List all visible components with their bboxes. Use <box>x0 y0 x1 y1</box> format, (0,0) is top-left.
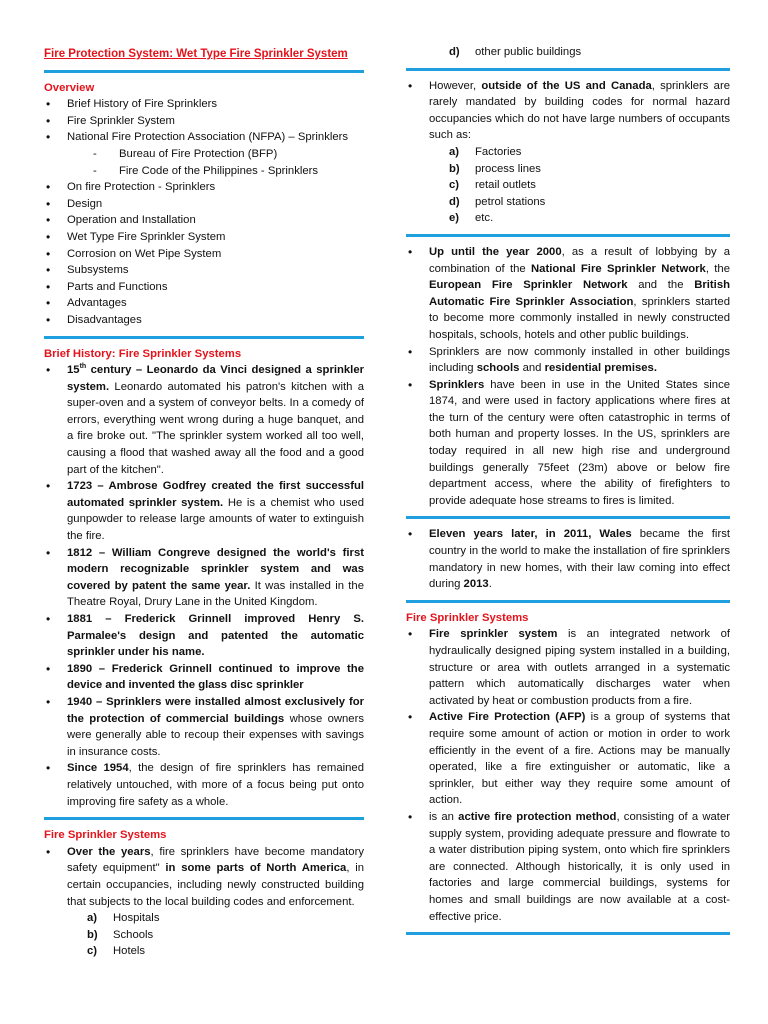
definition-text: is an <box>429 810 459 823</box>
definition-list <box>406 626 730 925</box>
overview-item: • Corrosion on Wet Pipe System <box>44 246 364 263</box>
hazard-text: retail outlets <box>475 179 536 192</box>
adoption-emphasis: schools <box>476 362 520 375</box>
list-marker: c) <box>87 945 98 958</box>
definition-item <box>406 709 730 809</box>
hazard-item <box>449 144 730 161</box>
occupancy-list-continued <box>449 44 730 61</box>
occupancy-text: other public buildings <box>475 46 582 58</box>
adoption-emphasis: residential premises. <box>544 362 657 375</box>
definition-term: Fire sprinkler system <box>429 628 558 641</box>
hazard-item <box>449 194 730 211</box>
history-item-1723 <box>44 478 364 544</box>
overview-item: • Parts and Functions <box>44 279 364 296</box>
history-item-lead: century – Leonardo da Vinci designed a sprinkler system. <box>67 364 364 393</box>
definition-item <box>406 809 730 925</box>
history-century: 15 <box>67 364 80 377</box>
history-century-suffix: th <box>79 363 87 371</box>
adoption-item-2000 <box>406 244 730 344</box>
history-item-1954 <box>44 760 364 810</box>
overview-list <box>44 96 364 328</box>
hazard-text: petrol stations <box>475 195 546 208</box>
occupancy-item <box>87 910 364 927</box>
definition-term: Active Fire Protection (AFP) <box>429 711 586 724</box>
overview-item: • Disadvantages <box>44 312 364 329</box>
adoption-text: Sprinklers are now commonly installed in other buildings including <box>429 345 730 375</box>
hazard-text: process lines <box>475 162 541 175</box>
hazard-item <box>449 210 730 227</box>
overview-item <box>44 129 364 179</box>
fire-sprinkler-systems-heading-2: Fire Sprinkler Systems <box>406 611 529 624</box>
definition-text: , consisting of a water supply system, providing adequate pressure and flowrate to a water distribution piping system, onto which fire sprinklers are connected. Although historically, it is only used in factories and large commercial buildings, systems for homes and small buildings are now available at a cost-effective price. <box>429 810 730 923</box>
systems-text: , in certain occupancies, including newly constructed building that subjects to the local building codes and enforcement. <box>67 862 364 908</box>
list-marker: d) <box>449 46 460 58</box>
wales-item <box>406 526 730 592</box>
occupancy-item <box>449 44 730 61</box>
however-list <box>406 78 730 227</box>
overview-item: • Operation and Installation <box>44 212 364 229</box>
wales-lead: Eleven years later, in 2011, Wales <box>429 528 632 541</box>
history-item-text: He is a chemist who used gunpowder to release large amounts of water to extinguish the fire. <box>67 496 364 543</box>
list-marker: a) <box>449 145 460 158</box>
overview-subitem: - Fire Code of the Philippines - Sprinklers <box>93 163 364 180</box>
adoption-emphasis: British Automatic Fire Sprinkler Association <box>429 279 730 308</box>
history-item-text: whose owners were generally able to recoup their expenses with savings in insurance costs. <box>67 712 365 758</box>
occupancy-text: Hospitals <box>113 912 160 925</box>
systems-text: , fire sprinklers have become mandatory safety equipment" <box>67 845 364 875</box>
wales-year: 2013 <box>463 578 489 591</box>
overview-item: • Advantages <box>44 295 364 312</box>
list-marker: d) <box>449 195 460 208</box>
hazard-item <box>449 177 730 194</box>
history-item-1940 <box>44 694 364 760</box>
section-divider <box>44 70 364 73</box>
occupancy-text: Schools <box>113 928 154 941</box>
history-item-lead: 1890 – Frederick Grinnell continued to improve the device and invented the glass disc sprinkler <box>67 662 364 692</box>
overview-heading: Overview <box>44 81 95 94</box>
list-marker: b) <box>449 162 460 175</box>
fire-sprinkler-systems-heading: Fire Sprinkler Systems <box>44 829 167 842</box>
occupancy-text: Hotels <box>113 945 146 958</box>
adoption-text: , sprinklers started to become more commonly installed in newly constructed hospitals, schools, hotels and other public buildings. <box>429 295 730 341</box>
occupancy-item <box>87 943 364 960</box>
overview-item: • Brief History of Fire Sprinklers <box>44 96 364 113</box>
systems-lead: Over the years <box>67 845 151 858</box>
definition-item <box>406 626 730 709</box>
hazard-item <box>449 161 730 178</box>
adoption-item-now <box>406 344 730 377</box>
overview-item-label: National Fire Protection Association (NFPA) – Sprinklers <box>67 131 349 144</box>
left-column <box>44 44 364 960</box>
overview-subitem: - Bureau of Fire Protection (BFP) <box>93 146 364 163</box>
history-heading: Brief History: Fire Sprinkler Systems <box>44 347 242 360</box>
adoption-emphasis: European Fire Sprinkler Network <box>429 279 628 292</box>
section-divider <box>406 68 730 71</box>
history-item-lead: 1723 – Ambrose Godfrey created the first successful automated sprinkler system. <box>67 480 364 509</box>
wales-text: became the first country in the world to make the installation of fire sprinklers mandatory in new homes, with their law coming into effect during <box>429 528 730 591</box>
overview-item: • Fire Sprinkler System <box>44 113 364 130</box>
occupancy-item <box>87 927 364 944</box>
hazard-occupancy-list <box>449 144 730 227</box>
history-item-lead: 1881 – Frederick Grinnell improved Henry S. Parmalee's design and patented the automatic sprinkler under his name. <box>67 613 364 659</box>
overview-sublist <box>93 146 364 179</box>
history-item-text: , the design of fire sprinklers has remained relatively untouched, with more of a focus being put onto improving fire safety as a whole. <box>67 762 364 808</box>
adoption-text: , the <box>705 262 730 275</box>
history-item-lead: 1812 – William Congreve designed the world's first modern recognizable sprinkler system and was covered by patent the same year. <box>67 546 364 592</box>
history-item-1812 <box>44 545 364 611</box>
section-divider <box>406 234 730 237</box>
however-emphasis: outside of the US and Canada <box>481 79 652 92</box>
definition-term: active fire protection method <box>458 810 617 823</box>
list-marker: e) <box>449 212 460 225</box>
adoption-text: , as a result of lobbying by a combination of the <box>429 245 731 275</box>
hazard-text: etc. <box>475 212 494 225</box>
section-divider <box>406 516 730 519</box>
section-divider <box>44 817 364 820</box>
list-marker: a) <box>87 912 98 925</box>
history-item-lead: 1940 – Sprinklers were installed almost exclusively for the protection of commercial buildings <box>67 695 364 725</box>
history-item-lead: Since 1954 <box>67 762 129 775</box>
adoption-text: have been in use in the United States since 1874, and were used in factory applications where fires at the turn of the century were often catastrophic in terms of both human and property losses. In the US, sprinklers are today required in all new high rise and underground buildings generally 75feet (23m) above or below fire department access, where the ability of firefighters to provide adequate hose streams to fires is limited. <box>429 378 730 507</box>
systems-list <box>44 844 364 960</box>
occupancy-list <box>87 910 364 960</box>
list-marker: b) <box>87 928 98 941</box>
however-text: , sprinklers are rarely mandated by building codes for normal hazard occupancies which do not have large numbers of occupants such as: <box>429 79 730 142</box>
adoption-lead: Up until the year 2000 <box>429 245 562 258</box>
history-item-text: It was installed in the Theatre Royal, Drury Lane in the United Kingdom. <box>67 579 364 609</box>
history-item-1890 <box>44 661 364 694</box>
section-divider <box>406 600 730 603</box>
section-divider <box>44 336 364 339</box>
overview-item: • Subsystems <box>44 262 364 279</box>
systems-item <box>44 844 364 960</box>
adoption-list <box>406 244 730 510</box>
definition-text: is an integrated network of hydraulically designed piping system installed in a building, structure or area with outlets arranged in a systematic pattern which automatically discharges water when activated by heat or combustion products from a fire. <box>429 628 731 707</box>
adoption-text: and the <box>627 279 695 292</box>
overview-item: • Wet Type Fire Sprinkler System <box>44 229 364 246</box>
list-marker: c) <box>449 179 460 192</box>
however-text: However, <box>429 79 482 92</box>
adoption-emphasis: National Fire Sprinkler Network <box>531 262 706 275</box>
adoption-item-us <box>406 377 730 510</box>
hazard-text: Factories <box>475 145 522 158</box>
adoption-text: and <box>519 362 545 375</box>
document-title: Fire Protection System: Wet Type Fire Sprinkler System <box>44 48 348 60</box>
overview-item: • On fire Protection - Sprinklers <box>44 179 364 196</box>
history-item-1500s <box>44 362 364 478</box>
adoption-lead: Sprinklers <box>429 378 485 391</box>
history-item-1881 <box>44 611 364 661</box>
history-list <box>44 362 364 810</box>
overview-item: • Design <box>44 196 364 213</box>
right-column <box>406 44 730 942</box>
definition-text: is a group of systems that require some amount of action or motion in order to work efficiently in the event of a fire. Actions may be manually operated, like a fire extinguisher or automatic, like a sprinkler, but either way they require some amount of action. <box>429 711 730 807</box>
history-item-text: Leonardo automated his patron's kitchen with a super-oven and a system of conveyor belts. In a comedy of errors, everything went wrong during a huge banquet, and a fire broke out. "The sprinkler system worked all too well, causing a flood that washed away all the food and a good part of the kitchen". <box>67 380 364 476</box>
section-divider <box>406 932 730 935</box>
systems-emphasis: in some parts of North America <box>159 862 347 875</box>
wales-list <box>406 526 730 592</box>
however-item <box>406 78 730 227</box>
wales-text: . <box>488 578 492 591</box>
